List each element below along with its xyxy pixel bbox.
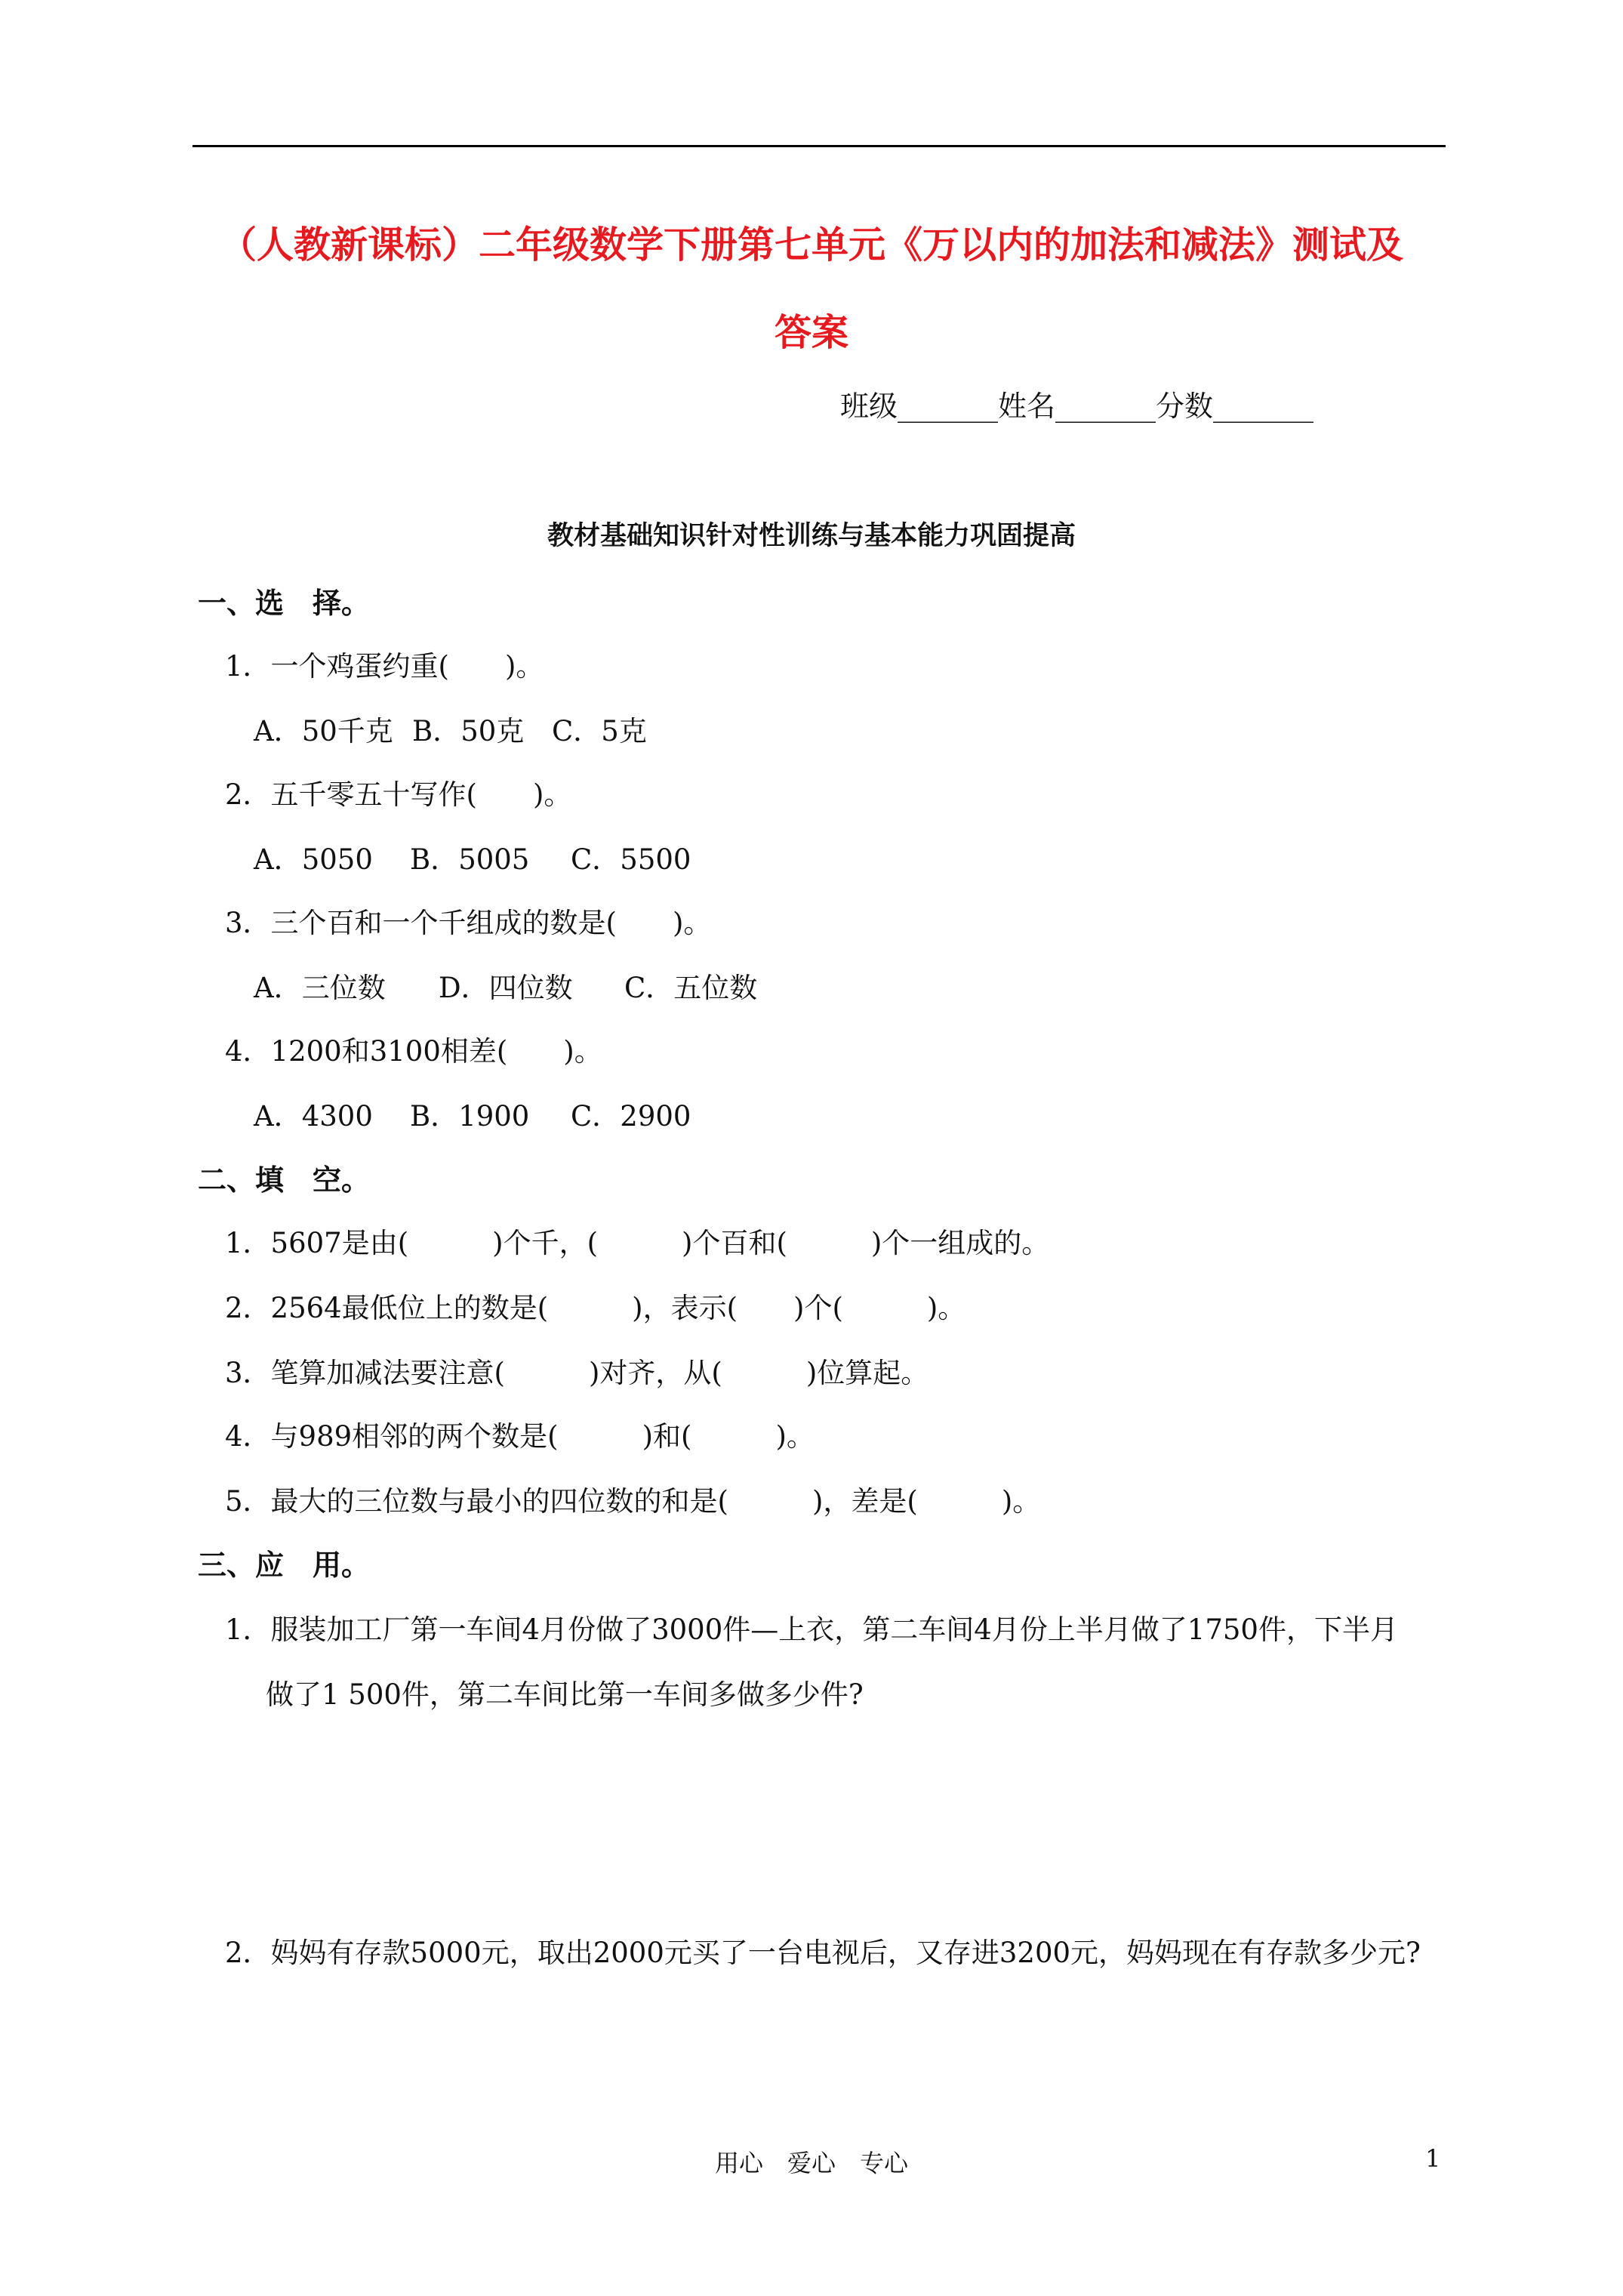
choice-options-4 [254,1093,691,1134]
choice-question-3: 3．三个百和一个千组成的数是( )。 [225,907,712,939]
fill-question-5: 5．最大的三位数与最小的四位数的和是( )，差是( )。 [225,1485,1041,1518]
section-heading-application: 三、应 用。 [198,1548,371,1582]
student-info-line: 班级_______姓名_______分数_______ [840,390,1314,423]
application-question-1-continued: 做了1 500件，第二车间比第一车间多做多少件? [266,1678,864,1711]
footer-motto: 用心 爱心 专心 [714,2149,908,2177]
choice-options-2 [254,837,691,877]
page-number: 1 [1425,2144,1441,2173]
application-question-1: 1．服装加工厂第一车间4月份做了3000件—上衣，第二车间4月份上半月做了1750件，下半月 [225,1613,1398,1646]
option-b: B．50克 [412,715,525,747]
document-title-line2: 答案 [774,310,848,354]
option-b: B．5005 [410,843,530,876]
header-rule [192,145,1446,147]
option-a: A．50千克 [254,715,393,747]
choice-question-2: 2．五千零五十写作( )。 [225,778,572,811]
option-c: C．5500 [571,843,691,876]
option-b: B．1900 [410,1100,530,1133]
fill-question-4: 4．与989相邻的两个数是( )和( )。 [225,1420,815,1453]
option-a: A．4300 [254,1100,373,1133]
option-c: C．5克 [552,715,647,747]
fill-question-2: 2．2564最低位上的数是( )，表示( )个( )。 [225,1292,966,1324]
choice-options-3 [254,965,757,1006]
option-c: C．2900 [571,1100,691,1133]
option-c: C．五位数 [624,972,758,1004]
option-d: D．四位数 [439,972,573,1004]
choice-question-1: 1．一个鸡蛋约重( )。 [225,650,544,683]
fill-question-3: 3．笔算加减法要注意( )对齐，从( )位算起。 [225,1357,929,1389]
section-heading-fill: 二、填 空。 [198,1163,371,1197]
application-question-2: 2．妈妈有存款5000元，取出2000元买了一台电视后，又存进3200元，妈妈现在有存款多少元? [225,1937,1421,1969]
fill-question-1: 1．5607是由( )个千，( )个百和( )个一组成的。 [225,1227,1050,1259]
section-subtitle: 教材基础知识针对性训练与基本能力巩固提高 [547,520,1076,551]
section-heading-choice: 一、选 择。 [198,586,371,620]
choice-question-4: 4．1200和3100相差( )。 [225,1035,602,1068]
option-a: A．5050 [254,843,373,876]
choice-options-1 [254,708,647,749]
document-title-line1: （人教新课标）二年级数学下册第七单元《万以内的加法和减法》测试及 [219,223,1403,267]
option-a: A．三位数 [254,972,386,1004]
